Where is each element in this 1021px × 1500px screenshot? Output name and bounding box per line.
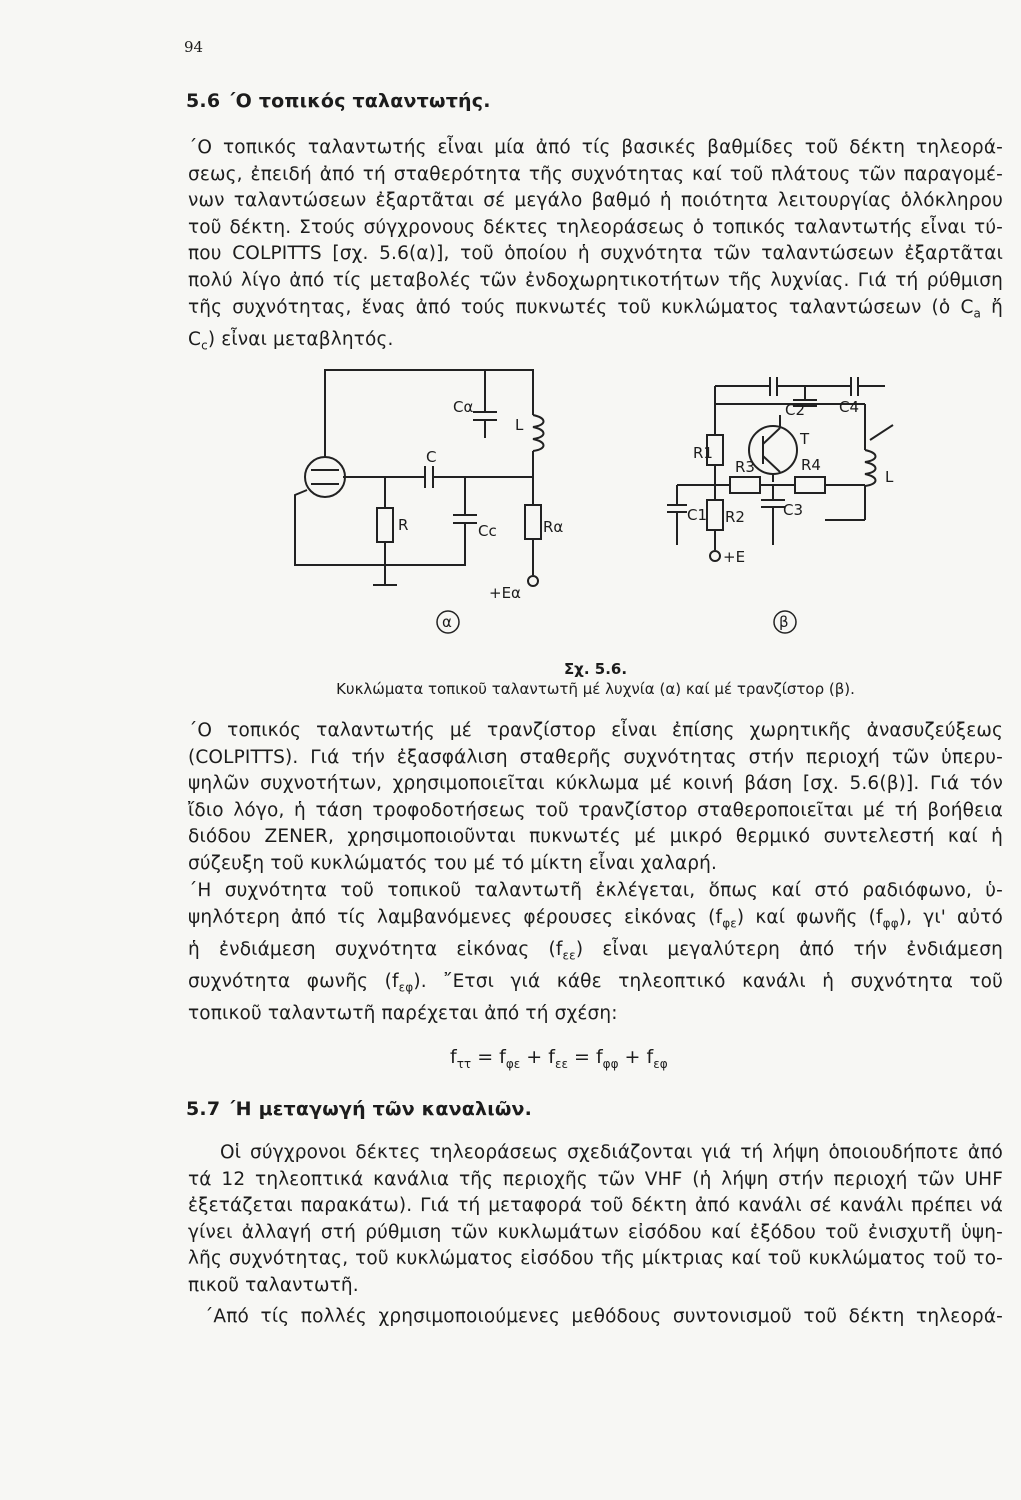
section-heading-5-7: 5.7 ΄Η μεταγωγή τῶν καναλιῶν. <box>186 1098 533 1120</box>
circuit-diagram <box>265 360 905 650</box>
text-line: νων ταλαντώσεων ἐξαρτᾶται σέ μεγάλο βαθμό ἡ ποιότητα λειτουργίας ὁλόκληρου <box>188 190 1003 212</box>
subscript: εφ <box>398 980 414 995</box>
label-cc: Cc <box>478 522 497 540</box>
text-run: ). ῎Ετσι γιά κάθε τηλεοπτικό κανάλι ἡ συχνότητα τοῦ <box>413 971 1003 993</box>
text-run: ἡ ἐνδιάμεση συχνότητα εἰκόνας (f <box>188 938 563 960</box>
text-line: πικοῦ ταλαντωτῆ. <box>188 1274 359 1296</box>
text-line <box>188 969 1003 1001</box>
text-line: Οἱ σύγχρονοι δέκτες τηλεοράσεως σχεδιάζονται γιά τή λήψη ὁποιουδήποτε ἀπό <box>220 1142 1003 1163</box>
text-line: γίνει ἀλλαγή στή ρύθμιση τῶν κυκλωμάτων εἰσόδου καί ἐξόδου τοῦ ἐνισχυτῆ ὑψη- <box>188 1221 1003 1243</box>
paragraph-5-6-transistor <box>188 718 1003 878</box>
text-run: ) εἶναι μεγαλύτερη ἀπό τήν ἐνδιάμεση <box>575 938 1003 960</box>
label-r2: R2 <box>725 508 745 526</box>
formula-part: f <box>450 1046 457 1068</box>
subscript: c <box>201 338 208 353</box>
formula-part: = f <box>567 1046 603 1068</box>
label-c3: C3 <box>783 501 804 519</box>
figure-label-b: β <box>779 613 789 631</box>
label-t: T <box>800 430 810 448</box>
formula-subscript: φφ <box>602 1056 619 1071</box>
formula-part: = f <box>471 1046 506 1068</box>
text-line: τοπικοῦ ταλαντωτῆ παρέχεται ἀπό τή σχέση: <box>188 1003 618 1025</box>
paragraph-5-6-intro <box>188 135 1003 359</box>
text-run: συχνότητα φωνῆς (f <box>188 971 399 993</box>
label-e: +E <box>723 548 746 566</box>
label-l-left: L <box>515 416 524 434</box>
text-line: σεως, ἐπειδή ἀπό τή σταθερότητα τῆς συχνότητας καί τοῦ πλάτους τῶν παραγομέ- <box>188 163 1003 185</box>
text-line <box>188 937 1003 969</box>
text-line: ΄Από τίς πολλές χρησιμοποιούμενες μεθόδους συντονισμοῦ τοῦ δέκτη τηλεορά- <box>204 1306 1003 1327</box>
label-ra: Rα <box>543 518 564 536</box>
subscript: φφ <box>882 916 899 931</box>
text-line: (COLPITTS). Γιά τήν ἐξασφάλιση σταθερῆς συχνότητας στήν περιοχή τῶν ὑπερυ- <box>188 746 1003 768</box>
label-c: C <box>426 448 437 466</box>
label-c4: C4 <box>839 398 860 416</box>
text-run: ), γι' αὐτό <box>898 906 1003 928</box>
label-c2: C2 <box>785 401 806 419</box>
paragraph-5-6-frequency <box>188 878 1003 1028</box>
page-number: 94 <box>184 38 204 56</box>
text-line: τοῦ δέκτη. Στούς σύγχρονους δέκτες τηλεοράσεως ὁ τοπικός ταλαντωτής εἶναι τύ- <box>188 216 1003 238</box>
text-line: ΄Ο τοπικός ταλαντωτής μέ τρανζίστορ εἶναι ἐπίσης χωρητικῆς ἀνασυζεύξεως <box>188 720 1003 741</box>
formula-subscript: εε <box>554 1056 568 1071</box>
text-line: ΄Η συχνότητα τοῦ τοπικοῦ ταλαντωτῆ ἐκλέγεται, ὅπως καί στό ραδιόφωνο, ὑ- <box>188 880 1003 901</box>
figure-label-a: α <box>442 613 452 631</box>
circuit-figure <box>265 360 905 650</box>
text-line <box>188 327 1003 359</box>
text-line: που COLPITTS [σχ. 5.6(α)], τοῦ ὁποίου ἡ συχνότητα τῶν ταλαντώσεων ἐξαρτᾶται <box>188 243 1003 265</box>
label-r: R <box>398 516 409 534</box>
subscript: a <box>973 306 982 321</box>
paragraph-5-7-methods <box>188 1304 1003 1331</box>
text-line: διόδου ZENER, χρησιμοποιοῦνται πυκνωτές μέ μικρό θερμικό συντελεστή καί ἡ <box>188 826 1003 848</box>
text-line: ψηλῶν συχνοτήτων, χρησιμοποιεῖται κύκλωμα μέ κοινή βάση [σχ. 5.6(β)]. Γιά τόν <box>188 773 1003 795</box>
section-heading-5-6: 5.6 ΄Ο τοπικός ταλαντωτής. <box>186 90 491 112</box>
text-line: πολύ λίγο ἀπό τίς μεταβολές τῶν ἐνδοχωρητικοτήτων τῆς λυχνίας. Γιά τή ρύθμιση <box>188 269 1003 291</box>
text-run: ψηλότερη ἀπό τίς λαμβανόμενες φέρουσες εἰκόνας (f <box>188 906 723 928</box>
label-c1: C1 <box>687 506 708 524</box>
formula-subscript: φε <box>505 1056 521 1071</box>
text-run: C <box>188 328 202 350</box>
formula-subscript: εφ <box>653 1056 668 1071</box>
paragraph-5-7-intro <box>188 1140 1003 1300</box>
text-line <box>188 295 1003 327</box>
text-run: ἤ <box>991 296 1003 318</box>
figure-caption-text: Κυκλώματα τοπικοῦ ταλαντωτῆ μέ λυχνία (α) καί μέ τρανζίστορ (β). <box>336 680 855 698</box>
subscript: φε <box>722 916 737 931</box>
formula-part: + f <box>520 1046 555 1068</box>
label-r4: R4 <box>801 456 821 474</box>
label-ca: Cα <box>453 398 474 416</box>
text-run: ) εἶναι μεταβλητός. <box>207 328 394 350</box>
formula-subscript: ττ <box>456 1056 472 1071</box>
text-line: ἴδιο λόγο, ἡ τάση τροφοδοτήσεως τοῦ τρανζίστορ σταθεροποιεῖται μέ τή βοήθεια <box>188 799 1003 821</box>
formula-part: + f <box>618 1046 654 1068</box>
frequency-formula <box>450 1046 668 1071</box>
label-r1: R1 <box>693 444 713 462</box>
text-run: ) καί φωνῆς (f <box>736 906 883 928</box>
text-line: σύζευξη τοῦ κυκλώματός του μέ τό μίκτη εἶναι χαλαρή. <box>188 852 718 874</box>
text-line: ἐξετάζεται παρακάτω). Γιά τή μεταφορά τοῦ δέκτη ἀπό κανάλι σέ κανάλι πρέπει νά <box>188 1195 1003 1217</box>
text-line: τά 12 τηλεοπτικά κανάλια τῆς περιοχῆς τῶν VHF (ἡ λήψη στήν περιοχή τῶν UHF <box>188 1168 1003 1190</box>
label-ea: +Eα <box>489 584 521 602</box>
subscript: εε <box>562 948 576 963</box>
text-run: τῆς συχνότητας, ἕνας ἀπό τούς πυκνωτές τοῦ κυκλώματος ταλαντώσεων (ὁ C <box>188 296 974 318</box>
figure-caption-title: Σχ. 5.6. <box>563 660 628 678</box>
label-r3: R3 <box>735 458 755 476</box>
text-line: λῆς συχνότητας, τοῦ κυκλώματος εἰσόδου τῆς μίκτριας καί τοῦ κυκλώματος τοῦ το- <box>188 1248 1003 1270</box>
label-l-right: L <box>885 468 894 486</box>
text-line <box>188 905 1003 937</box>
text-line: ΄Ο τοπικός ταλαντωτής εἶναι μία ἀπό τίς βασικές βαθμίδες τοῦ δέκτη τηλεορά- <box>188 137 1003 158</box>
vacuum-tube-symbol <box>305 457 345 497</box>
